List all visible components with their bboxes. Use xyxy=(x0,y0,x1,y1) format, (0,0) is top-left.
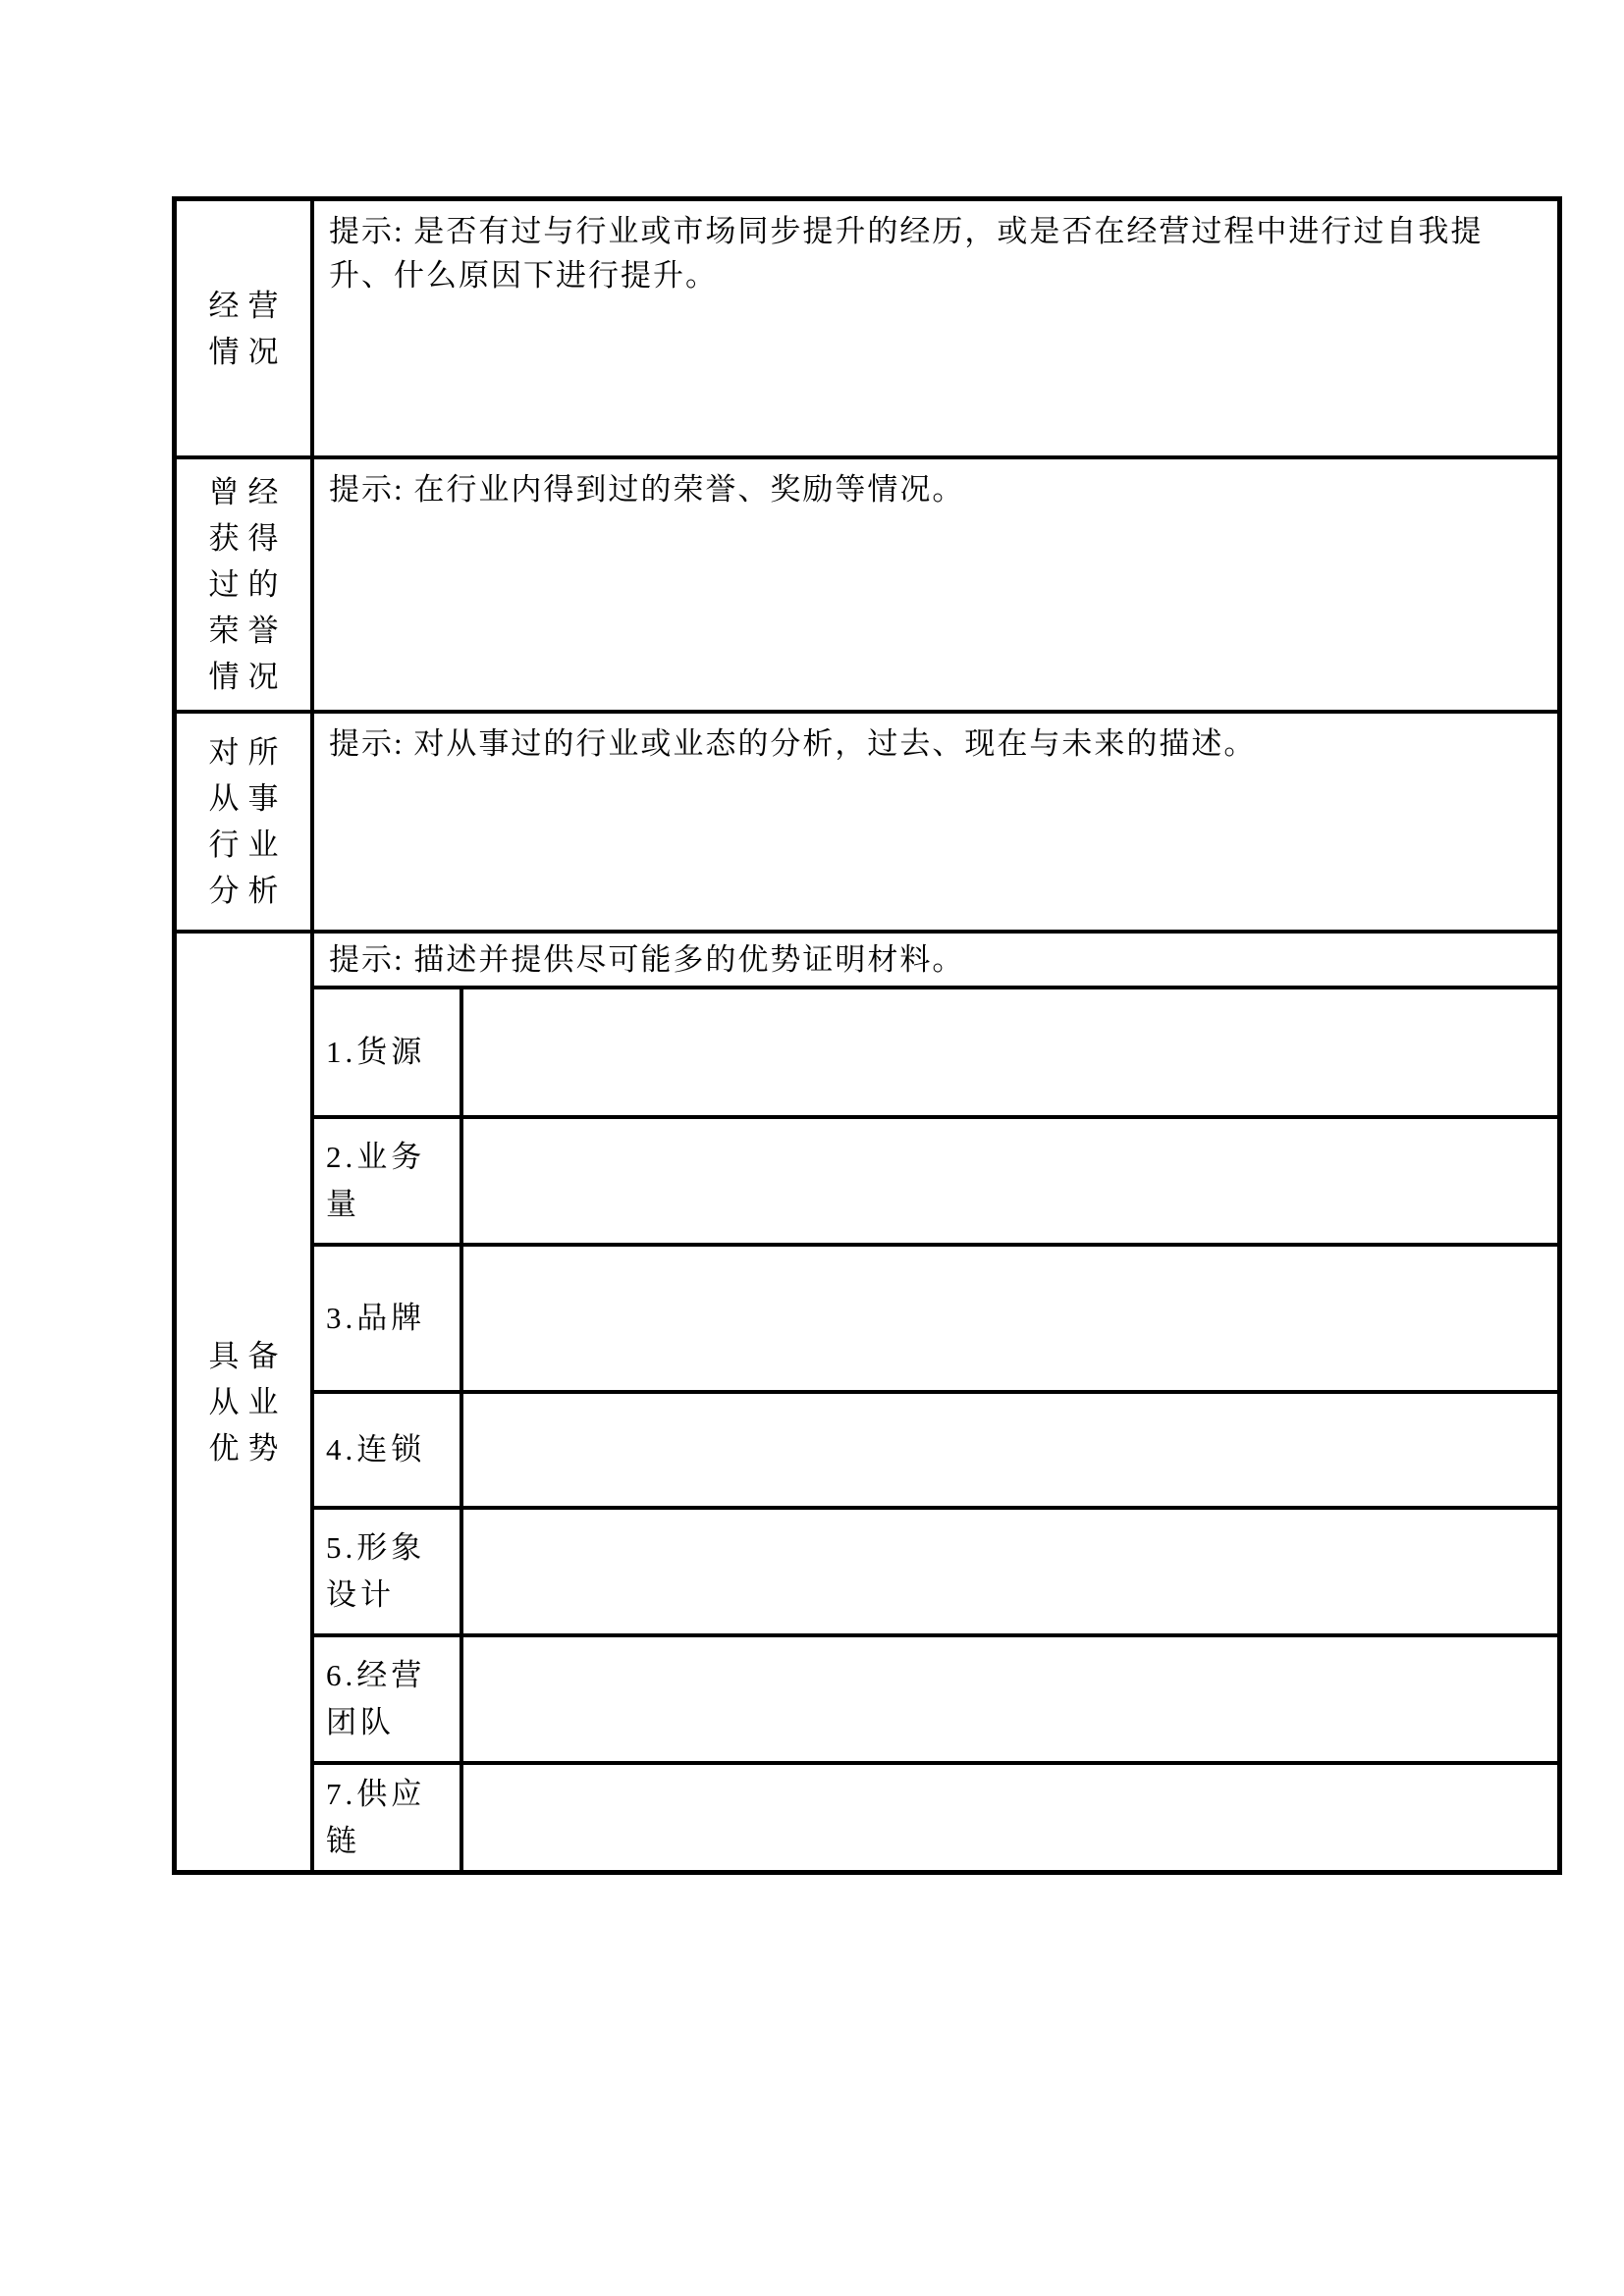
hint-row-business-advantages xyxy=(314,934,1557,989)
row-header-line: 从业 xyxy=(208,1384,288,1419)
advantage-label-supply-source: 1.货源 xyxy=(314,989,463,1115)
advantages-subtable xyxy=(314,934,1557,1870)
advantage-label-business-volume: 2.业务量 xyxy=(314,1119,463,1243)
advantage-label-image-design: 5.形象设计 xyxy=(314,1510,463,1633)
advantage-row-supply-chain xyxy=(314,1765,1557,1870)
hint-text-industry-analysis: 提示: 对从事过的行业或业态的分析，过去、现在与未来的描述。 xyxy=(329,726,1257,761)
table-row-industry-analysis xyxy=(177,714,1557,934)
advantage-label-chain: 4.连锁 xyxy=(314,1394,463,1506)
advantage-label-supply-chain: 7.供应链 xyxy=(314,1765,463,1870)
hint-text-operating-status: 提示: 是否有过与行业或市场同步提升的经历，或是否在经营过程中进行过自我提升、什么原因下进行提升。 xyxy=(329,214,1484,293)
row-header-line: 经营 xyxy=(208,288,288,323)
answer-area-operating-status[interactable] xyxy=(314,201,1557,455)
row-header-honors xyxy=(177,459,314,710)
advantage-input-management-team[interactable] xyxy=(463,1637,1557,1761)
table-row-business-advantages xyxy=(177,934,1557,1870)
hint-text-business-advantages: 提示: 描述并提供尽可能多的优势证明材料。 xyxy=(329,942,965,977)
table-row-operating-status xyxy=(177,201,1557,459)
answer-area-industry-analysis[interactable] xyxy=(314,714,1557,930)
advantage-input-supply-source[interactable] xyxy=(463,989,1557,1115)
advantage-input-chain[interactable] xyxy=(463,1394,1557,1506)
row-header-line: 从事 xyxy=(208,781,288,816)
advantage-input-supply-chain[interactable] xyxy=(463,1765,1557,1870)
row-header-line: 获得 xyxy=(208,521,288,556)
advantage-input-image-design[interactable] xyxy=(463,1510,1557,1633)
advantage-label-management-team: 6.经营团队 xyxy=(314,1637,463,1761)
advantage-label-brand: 3.品牌 xyxy=(314,1247,463,1390)
row-header-line: 情况 xyxy=(208,660,288,694)
row-header-line: 对所 xyxy=(208,735,288,770)
business-form-table xyxy=(172,196,1562,1875)
row-header-industry-analysis xyxy=(177,714,314,930)
advantage-input-brand[interactable] xyxy=(463,1247,1557,1390)
row-header-operating-status xyxy=(177,201,314,455)
row-header-line: 荣誉 xyxy=(208,614,288,648)
advantage-row-image-design xyxy=(314,1510,1557,1637)
row-header-line: 具备 xyxy=(208,1338,288,1373)
advantage-row-management-team xyxy=(314,1637,1557,1765)
row-header-business-advantages xyxy=(177,934,314,1870)
advantage-input-business-volume[interactable] xyxy=(463,1119,1557,1243)
row-header-line: 情况 xyxy=(208,334,288,369)
advantage-row-business-volume xyxy=(314,1119,1557,1247)
advantage-row-brand xyxy=(314,1247,1557,1394)
answer-area-honors[interactable] xyxy=(314,459,1557,710)
advantage-row-chain xyxy=(314,1394,1557,1510)
table-row-honors xyxy=(177,459,1557,714)
row-header-line: 分析 xyxy=(208,874,288,908)
advantage-row-supply-source xyxy=(314,989,1557,1119)
row-header-line: 曾经 xyxy=(208,475,288,509)
hint-text-honors: 提示: 在行业内得到过的荣誉、奖励等情况。 xyxy=(329,472,965,507)
row-header-line: 过的 xyxy=(208,567,288,602)
row-header-line: 优势 xyxy=(208,1430,288,1466)
row-header-line: 行业 xyxy=(208,828,288,862)
